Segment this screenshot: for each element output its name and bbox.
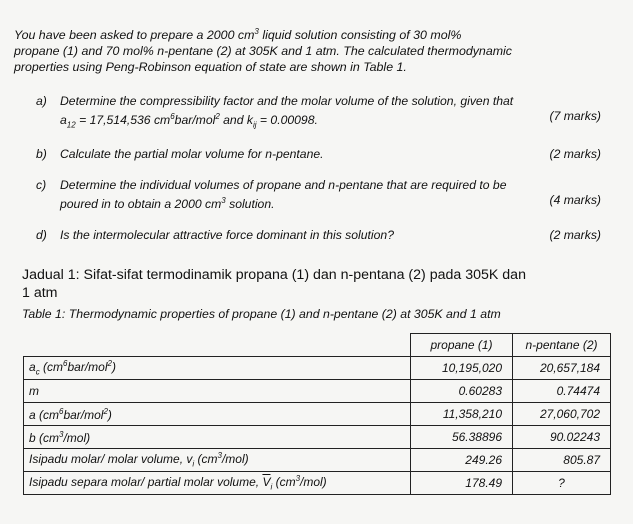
table-row [24, 426, 611, 449]
row-label-a: a $(cm^6bar/mol^2)$ [24, 403, 411, 426]
row-label-ac: $a_c$ $(cm^6bar/mol^2)$ [24, 357, 411, 380]
question-a-marks: (7 marks) [549, 109, 601, 123]
question-d-text: Is the intermolecular attractive force dominant in this solution? [60, 228, 394, 242]
problem-intro [14, 24, 614, 75]
intro-line-2: propane (1) and 70 mol% n-pentane (2) at 305K and 1 atm. The calculated thermodynamic [14, 44, 512, 59]
cell-value: 0.74474 [513, 380, 611, 403]
question-d-label: d) [36, 228, 47, 242]
intro-line-1: You have been asked to prepare a 2000 $cm^3$ liquid solution consisting of 30 mol% [14, 27, 462, 43]
question-b [36, 147, 601, 162]
table-row [24, 472, 611, 495]
question-a-line-2: $a_{12} = 17,514,536$ $cm^6bar/mol^2$ and $k_{ij} = 0.00098$. [60, 112, 318, 130]
cell-unknown: ? [513, 472, 611, 495]
question-c [36, 178, 601, 212]
question-d-marks: (2 marks) [549, 228, 601, 242]
table-row [24, 403, 611, 426]
cell-value: 10,195,020 [411, 357, 513, 380]
row-label-partial-molar-volume: Isipadu separa molar/ partial molar volume, $\overline{V}_i$ $(cm^3/mol)$ [24, 472, 411, 495]
cell-value: 20,657,184 [513, 357, 611, 380]
row-label-molar-volume: Isipadu molar/ molar volume, $v_i$ $(cm^3/mol)$ [24, 449, 411, 472]
question-c-label: c) [36, 178, 47, 192]
question-b-text: Calculate the partial molar volume for n-pentane. [60, 147, 324, 161]
header-propane: propane (1) [411, 334, 513, 357]
question-a-line-1: Determine the compressibility factor and the molar volume of the solution, given that [60, 94, 514, 108]
table-row [24, 449, 611, 472]
cell-value: 0.60283 [411, 380, 513, 403]
jadual-line-2: 1 atm [22, 285, 58, 301]
question-b-label: b) [36, 147, 47, 161]
header-blank-cell [24, 334, 411, 357]
table-row [24, 357, 611, 380]
jadual-heading [22, 266, 612, 302]
question-a [36, 94, 601, 133]
cell-value: 56.38896 [411, 426, 513, 449]
jadual-line-1: Jadual 1: Sifat-sifat termodinamik propana (1) dan n-pentana (2) pada 305K dan [22, 267, 526, 283]
properties-table [23, 333, 611, 495]
table-header-row [24, 334, 611, 357]
cell-value: 27,060,702 [513, 403, 611, 426]
cell-value: 90.02243 [513, 426, 611, 449]
cell-value: 249.26 [411, 449, 513, 472]
question-d [36, 228, 601, 243]
question-b-marks: (2 marks) [549, 147, 601, 161]
table-caption: Table 1: Thermodynamic properties of propane (1) and n-pentane (2) at 305K and 1 atm [22, 307, 501, 321]
header-pentane: n-pentane (2) [513, 334, 611, 357]
question-c-line-1: Determine the individual volumes of propane and n-pentane that are required to be [60, 178, 507, 192]
cell-value: 805.87 [513, 449, 611, 472]
intro-line-3: properties using Peng-Robinson equation of state are shown in Table 1. [14, 60, 407, 75]
question-c-marks: (4 marks) [549, 193, 601, 207]
row-label-m: m [24, 380, 411, 403]
question-a-label: a) [36, 94, 47, 108]
question-c-line-2: poured in to obtain a 2000 $cm^3$ solution. [60, 196, 275, 212]
table-row [24, 380, 611, 403]
cell-value: 178.49 [411, 472, 513, 495]
cell-value: 11,358,210 [411, 403, 513, 426]
row-label-b: b $(cm^3/mol)$ [24, 426, 411, 449]
